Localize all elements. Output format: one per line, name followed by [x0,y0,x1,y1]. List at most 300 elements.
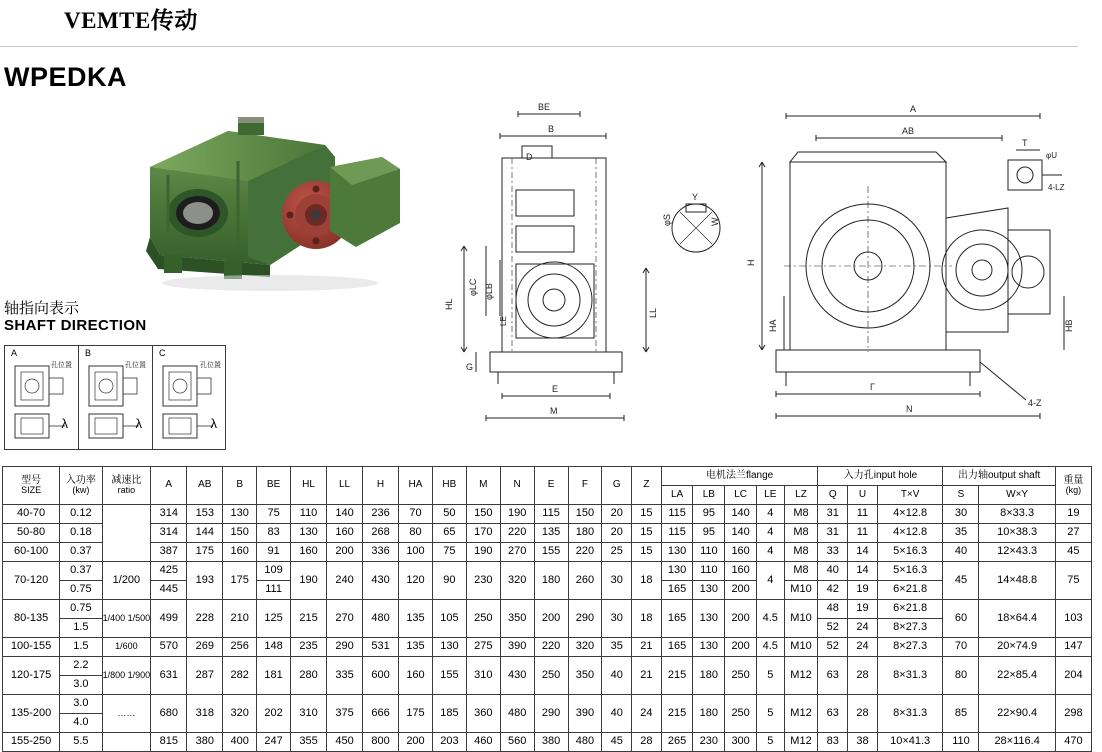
col-s: S [943,486,979,505]
cell-h: 268 [363,524,399,543]
cell-ha: 70 [399,505,433,524]
col-lb: LB [693,486,725,505]
cell-be: 83 [257,524,291,543]
cell-ll: 160 [327,524,363,543]
col-ratio-en: ratio [117,485,136,496]
cell-lz: M8 [784,543,818,562]
cell-wy: 22×85.4 [979,657,1055,695]
cell-q: 31 [818,505,848,524]
cell-lz: M12 [784,695,818,733]
cell-la: 265 [661,733,693,752]
cell-hl: 280 [291,657,327,695]
col-hb: HB [432,467,466,505]
cell-weight: 27 [1055,524,1091,543]
svg-text:Y: Y [692,192,699,202]
cell-ab: 287 [187,657,223,695]
cell-lc: 200 [725,581,757,600]
cell-q: 33 [818,543,848,562]
svg-text:φLC: φLC [468,278,478,296]
cell-lb: 110 [693,543,725,562]
cell-ll: 140 [327,505,363,524]
cell-hl: 355 [291,733,327,752]
cell-wy: 28×116.4 [979,733,1055,752]
cell-ratio: 1/600 [102,638,151,657]
cell-z: 18 [632,562,662,600]
shaft-direction-cn: 轴指向表示 [4,300,80,317]
cell-u: 19 [848,581,878,600]
cell-s: 60 [943,600,979,638]
cell-lz: M10 [784,638,818,657]
cell-u: 19 [848,600,878,619]
col-u: U [848,486,878,505]
col-wy: W×Y [979,486,1055,505]
cell-u: 14 [848,562,878,581]
cell-le: 5 [757,733,785,752]
cell-lc: 200 [725,638,757,657]
cell-a: 445 [151,581,187,600]
cell-tv: 8×31.3 [877,695,943,733]
cell-b: 160 [223,543,257,562]
cell-u: 11 [848,505,878,524]
cell-hb: 105 [432,600,466,638]
cell-n: 320 [500,562,534,600]
cell-hb: 130 [432,638,466,657]
cell-f: 260 [568,562,602,600]
cell-hb: 185 [432,695,466,733]
cell-power: 0.12 [60,505,102,524]
cell-a: 314 [151,524,187,543]
cell-la: 115 [661,505,693,524]
cell-ratio: 1/400 1/500 [102,600,151,638]
cell-be: 91 [257,543,291,562]
cell-b: 210 [223,600,257,638]
cell-tv: 5×16.3 [877,562,943,581]
shaft-direction-en: SHAFT DIRECTION [4,317,147,335]
cell-weight: 19 [1055,505,1091,524]
table-row [3,505,1092,524]
cell-lb: 130 [693,638,725,657]
shaft-cell-a-lambda: λ [61,416,68,431]
cell-m: 460 [466,733,500,752]
cell-be: 247 [257,733,291,752]
table-row [3,524,1092,543]
cell-wy: 20×74.9 [979,638,1055,657]
col-power-en: (kw) [72,485,90,496]
cell-a: 631 [151,657,187,695]
cell-g: 40 [602,657,632,695]
cell-le: 4 [757,543,785,562]
col-ab: AB [187,467,223,505]
cell-lb: 95 [693,524,725,543]
group-input-hole-en: input hole [873,469,918,481]
cell-ha: 135 [399,638,433,657]
cell-ab: 269 [187,638,223,657]
cell-q: 40 [818,562,848,581]
cell-lb: 180 [693,657,725,695]
shaft-cell-b-label: B [85,348,92,358]
cell-ll: 290 [327,638,363,657]
cell-h: 666 [363,695,399,733]
cell-la: 115 [661,524,693,543]
svg-text:AB: AB [902,126,915,136]
technical-drawing-side [740,100,1090,440]
shaft-cell-a-note: 孔位置 [51,362,72,369]
cell-n: 350 [500,600,534,638]
cell-u: 24 [848,619,878,638]
cell-s: 35 [943,524,979,543]
shaft-direction-cell-c [153,346,227,449]
cell-h: 480 [363,600,399,638]
cell-hl: 310 [291,695,327,733]
cell-b: 400 [223,733,257,752]
cell-size: 50-80 [3,524,60,543]
col-a: A [151,467,187,505]
cell-tv: 10×41.3 [877,733,943,752]
col-tv: T×V [877,486,943,505]
cell-q: 48 [818,600,848,619]
col-n: N [500,467,534,505]
cell-ll: 450 [327,733,363,752]
cell-ll: 240 [327,562,363,600]
svg-text:BE: BE [538,102,551,112]
shaft-direction-diagram [4,345,226,450]
cell-n: 220 [500,524,534,543]
cell-hb: 65 [432,524,466,543]
cell-s: 40 [943,543,979,562]
cell-size: 60-100 [3,543,60,562]
cell-z: 18 [632,600,662,638]
cell-lc: 140 [725,524,757,543]
cell-f: 220 [568,543,602,562]
cell-a: 499 [151,600,187,638]
cell-e: 250 [534,657,568,695]
cell-u: 24 [848,638,878,657]
cell-q: 63 [818,657,848,695]
shaft-direction-cell-b [79,346,153,449]
cell-ll: 335 [327,657,363,695]
cell-power: 1.5 [60,619,102,638]
page-title: WPEDKA [4,62,127,92]
cell-u: 28 [848,695,878,733]
cell-lc: 250 [725,657,757,695]
cell-size: 40-70 [3,505,60,524]
svg-text:M: M [550,406,558,416]
cell-m: 310 [466,657,500,695]
cell-a: 680 [151,695,187,733]
cell-power: 1.5 [60,638,102,657]
cell-le: 5 [757,695,785,733]
cell-be: 202 [257,695,291,733]
cell-ha: 100 [399,543,433,562]
cell-ab: 175 [187,543,223,562]
shaft-cell-c-label: C [159,348,166,358]
cell-ratio: …… [102,695,151,733]
cell-size: 155-250 [3,733,60,752]
cell-lz: M8 [784,562,818,581]
cell-hl: 190 [291,562,327,600]
svg-text:H: H [746,259,756,266]
cell-f: 390 [568,695,602,733]
cell-wy: 10×38.3 [979,524,1055,543]
cell-g: 20 [602,524,632,543]
cell-tv: 4×12.8 [877,505,943,524]
group-motor-flange-cn: 电机法兰 [705,469,746,481]
cell-s: 85 [943,695,979,733]
cell-tv: 4×12.8 [877,524,943,543]
svg-text:4-LZ: 4-LZ [1048,183,1065,192]
cell-lz: M10 [784,600,818,638]
col-ha: HA [399,467,433,505]
cell-la: 215 [661,657,693,695]
cell-z: 21 [632,638,662,657]
col-b: B [223,467,257,505]
cell-weight: 470 [1055,733,1091,752]
table-row [3,638,1092,657]
cell-z: 24 [632,695,662,733]
cell-lb: 110 [693,562,725,581]
cell-f: 180 [568,524,602,543]
cell-power: 0.75 [60,600,102,619]
cell-q: 31 [818,524,848,543]
col-ll: LL [327,467,363,505]
cell-z: 15 [632,505,662,524]
col-power [60,467,102,505]
cell-wy: 8×33.3 [979,505,1055,524]
cell-z: 21 [632,657,662,695]
cell-u: 28 [848,657,878,695]
svg-text:E: E [552,384,559,394]
spec-table [2,466,1092,752]
cell-le: 4 [757,562,785,600]
cell-la: 165 [661,581,693,600]
cell-weight: 298 [1055,695,1091,733]
cell-n: 480 [500,695,534,733]
cell-s: 30 [943,505,979,524]
table-row [3,657,1092,676]
cell-le: 4 [757,505,785,524]
cell-a: 387 [151,543,187,562]
cell-m: 275 [466,638,500,657]
cell-lc: 140 [725,505,757,524]
cell-g: 45 [602,733,632,752]
cell-be: 75 [257,505,291,524]
cell-weight: 45 [1055,543,1091,562]
table-row [3,695,1092,714]
cell-lc: 200 [725,600,757,638]
cell-le: 5 [757,657,785,695]
col-ratio-cn: 减速比 [111,474,142,486]
cell-size: 100-155 [3,638,60,657]
cell-h: 800 [363,733,399,752]
cell-g: 25 [602,543,632,562]
cell-e: 290 [534,695,568,733]
cell-ha: 175 [399,695,433,733]
cell-hb: 50 [432,505,466,524]
cell-lz: M12 [784,733,818,752]
cell-z: 15 [632,543,662,562]
cell-z: 15 [632,524,662,543]
col-weight-cn: 重量 [1063,474,1084,486]
cell-tv: 8×31.3 [877,657,943,695]
cell-lb: 230 [693,733,725,752]
cell-le: 4 [757,524,785,543]
cell-hl: 215 [291,600,327,638]
shaft-direction-caption [4,300,147,335]
group-input-hole-cn: 入力孔 [843,469,874,481]
col-ratio [102,467,151,505]
cell-power: 0.18 [60,524,102,543]
cell-g: 40 [602,695,632,733]
cell-e: 220 [534,638,568,657]
cell-le: 4.5 [757,638,785,657]
cell-hl: 130 [291,524,327,543]
cell-weight: 204 [1055,657,1091,695]
svg-text:φLB: φLB [484,283,494,300]
cell-hb: 203 [432,733,466,752]
cell-power: 0.75 [60,581,102,600]
cell-u: 11 [848,524,878,543]
cell-le: 4.5 [757,600,785,638]
svg-text:N: N [906,404,913,414]
cell-be: 111 [257,581,291,600]
svg-text:φU: φU [1046,151,1057,160]
col-lc: LC [725,486,757,505]
cell-hb: 75 [432,543,466,562]
cell-m: 230 [466,562,500,600]
svg-text:HA: HA [768,319,778,332]
svg-text:Γ: Γ [870,382,875,392]
group-motor-flange [661,467,818,486]
cell-e: 135 [534,524,568,543]
cell-lb: 130 [693,600,725,638]
cell-la: 130 [661,562,693,581]
cell-power: 2.2 [60,657,102,676]
cell-a: 815 [151,733,187,752]
cell-n: 560 [500,733,534,752]
group-output-shaft-cn: 出力轴 [957,469,988,481]
cell-b: 320 [223,695,257,733]
cell-s: 80 [943,657,979,695]
cell-be: 181 [257,657,291,695]
col-e: E [534,467,568,505]
col-hl: HL [291,467,327,505]
cell-ll: 375 [327,695,363,733]
cell-wy: 22×90.4 [979,695,1055,733]
cell-size: 70-120 [3,562,60,600]
cell-ab: 228 [187,600,223,638]
col-z: Z [632,467,662,505]
cell-ratio [102,733,151,752]
cell-power: 0.37 [60,543,102,562]
cell-u: 14 [848,543,878,562]
col-size-en: SIZE [21,485,42,496]
header-divider [0,46,1078,47]
technical-drawing-front [430,100,730,440]
cell-q: 52 [818,638,848,657]
cell-lc: 300 [725,733,757,752]
col-m: M [466,467,500,505]
cell-q: 52 [818,619,848,638]
col-h: H [363,467,399,505]
cell-h: 236 [363,505,399,524]
cell-u: 38 [848,733,878,752]
cell-g: 35 [602,638,632,657]
cell-ab: 318 [187,695,223,733]
cell-wy: 18×64.4 [979,600,1055,638]
cell-ha: 120 [399,562,433,600]
cell-q: 83 [818,733,848,752]
svg-text:W: W [710,217,720,226]
cell-h: 531 [363,638,399,657]
cell-lb: 130 [693,581,725,600]
svg-text:LE: LE [499,316,508,326]
cell-ab: 153 [187,505,223,524]
cell-tv: 8×27.3 [877,619,943,638]
shaft-cell-a-label: A [11,348,18,358]
shaft-cell-b-note: 孔位置 [125,362,146,369]
cell-q: 63 [818,695,848,733]
cell-ha: 80 [399,524,433,543]
col-size [3,467,60,505]
col-size-cn: 型号 [21,474,42,486]
cell-f: 290 [568,600,602,638]
cell-f: 480 [568,733,602,752]
cell-weight: 147 [1055,638,1091,657]
brand-title: VEMTE传动 [64,8,198,33]
cell-wy: 12×43.3 [979,543,1055,562]
col-lz: LZ [784,486,818,505]
svg-text:D: D [526,152,533,162]
product-photo [120,105,430,295]
cell-g: 30 [602,600,632,638]
cell-ll: 200 [327,543,363,562]
cell-h: 600 [363,657,399,695]
cell-size: 135-200 [3,695,60,733]
cell-power: 0.37 [60,562,102,581]
cell-be: 148 [257,638,291,657]
cell-e: 380 [534,733,568,752]
cell-ratio: 1/800 1/900 [102,657,151,695]
cell-z: 28 [632,733,662,752]
cell-m: 190 [466,543,500,562]
spec-table-wrapper [2,466,1092,752]
cell-lc: 160 [725,543,757,562]
col-be: BE [257,467,291,505]
group-output-shaft [943,467,1055,486]
cell-n: 390 [500,638,534,657]
cell-size: 80-135 [3,600,60,638]
cell-wy: 14×48.8 [979,562,1055,600]
cell-m: 250 [466,600,500,638]
cell-hl: 160 [291,543,327,562]
cell-tv: 6×21.8 [877,600,943,619]
cell-lz: M10 [784,581,818,600]
cell-power: 3.0 [60,695,102,714]
cell-be: 109 [257,562,291,581]
cell-la: 165 [661,600,693,638]
cell-lb: 95 [693,505,725,524]
cell-b: 175 [223,562,257,600]
cell-e: 115 [534,505,568,524]
col-weight-en: (kg) [1065,485,1082,496]
cell-a: 570 [151,638,187,657]
cell-e: 155 [534,543,568,562]
cell-a: 425 [151,562,187,581]
col-power-cn: 入功率 [65,474,96,486]
cell-n: 430 [500,657,534,695]
col-q: Q [818,486,848,505]
cell-power: 3.0 [60,676,102,695]
